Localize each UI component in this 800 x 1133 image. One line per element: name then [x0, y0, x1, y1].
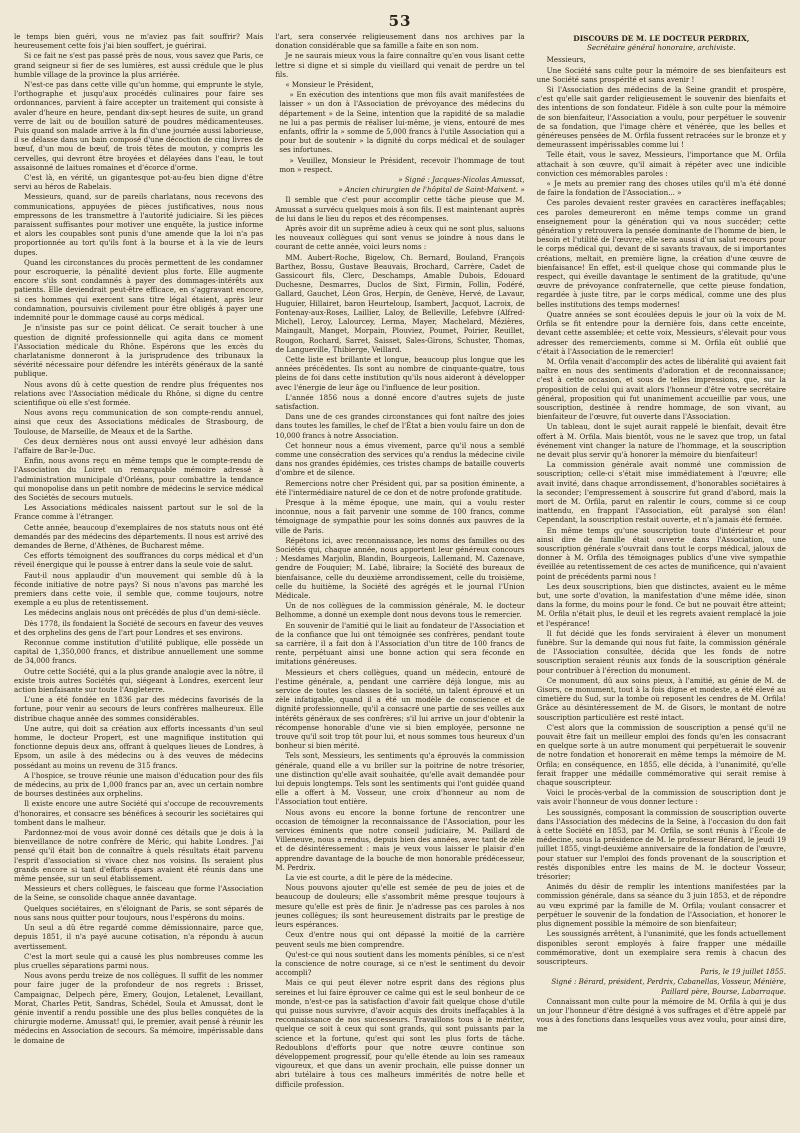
paragraph: Dès 1778, ils fondaient la Société de secours en faveur des veuves et des orphelins des gens de l'art pour Londres et ses environs.	[14, 618, 264, 637]
paragraph: Si ce fait ne s'est pas passé près de nous, vous savez que Paris, ce grand seigneur si fier de ses lumières, est aussi crédule que le plus humble village de la province la plus arriérée.	[14, 51, 264, 79]
paragraph: Un seul a dû être regardé comme démissionnaire, parce que, depuis 1851, il n'a payé aucune cotisation, n'a répondu à aucun avertissement.	[14, 923, 264, 951]
paragraph: Ces paroles devaient rester gravées en caractères ineffaçables; ces paroles demeureront en même temps comme un grand enseignement pour la génération qui va nous succéder; cette génération y retrouvera la pensée dominante de l'homme de bien, le besoin et l'utilité de l'œuvre; elle sera aussi d'un salut recours pour le corps médical qui, devant de si savants travaux, de si importantes créations, meltait, en première ligne, la création d'une œuvre de bienfaisance! En effet, est-il quelque chose qui commande plus le respect, qui éveille davantage le sentiment de la gratitude, qu'une œuvre de prévoyance confraternelle, que cette pieuse fondation, regardée à juste titre, par le corps médical, comme une des plus belles institutions des temps modernes!	[536, 198, 786, 309]
paragraph: Ces deux dernières nous ont aussi envoyé leur adhésion dans l'affaire de Bar-le-Duc.	[14, 436, 264, 455]
paragraph: N'est-ce pas dans cette ville qu'un homme, qui emprunte le style, l'orthographe et jusqu'aux procédés culinaires pour faire ses ordonnances, parvient à faire accepter un traitement qui consiste à avaler d'heure en heure, pendant dix-sept heures de suite, un grand verre de lait ou de bouillon saturé de poudres médicamenteuses. Puis quand son malade arrive à la fin d'une journée aussi laborieuse, il se délasse dans un bain composé d'une décoction de cinq livres de bœuf, d'un mou de bœuf, de trois têtes de mouton, y compris les cervelles, qui devront être broyées et délayées dans l'eau, le tout assaisonné de laitues romaines et d'écorce d'orme.	[14, 80, 264, 172]
paragraph: Après avoir dit un suprême adieu à ceux qui ne sont plus, saluons les nouveaux collègues qui sont venus se joindre à nous dans le courant de cette année, voici leurs noms :	[275, 224, 525, 252]
paragraph: Un de nos collègues de la commission générale, M. le docteur Belhomme, a donné un exemple dont nous devons tous le remercier.	[275, 601, 525, 620]
paragraph: Il existe encore une autre Société qui s'occupe de recouvrements d'honoraires, et consacre ses bénéfices à secourir les sociétaires qui tombent dans le malheur.	[14, 799, 264, 827]
paragraph: Quand les circonstances du procès permettent de les condamner pour escroquerie, la pénalité devient plus forte. Elle augmente encore s'ils sont condamnés à payer des dommages-intérêts aux patients. Elle deviendrait peut-être efficace, en s'aggravant encore, si ces hommes qui exercent sans titre légal étaient, après leur condamnation, poursuivis civilement pour être obligés à payer une indemnité pour le dommage causé au corps médical.	[14, 257, 264, 323]
paragraph: Nous avons eu encore la bonne fortune de rencontrer une occasion de témoigner la reconnaissance de l'Association, pour les services éminents que notre conseil judiciaire, M. Paillard de Villeneuve, nous a rendus, depuis bien des années, avec tant de zèle et de désintéressement : mais je veux vous laisser le plaisir d'en apprendre davantage de la bouche de mon honorable prédécesseur, M. Perdrix.	[275, 807, 525, 872]
paragraph: Enfin, nous avons reçu en même temps que le compte-rendu de l'Association du Loiret un remarquable mémoire adressé à l'administration municipale d'Orléans, pour combattre la tendance qui monopolise dans un petit nombre de médecins le service médical des Sociétés de secours mutuels.	[14, 456, 264, 502]
paragraph: « Je mets au premier rang des choses utiles qu'il m'a été donné de faire la fondation de l'Association... »	[536, 179, 786, 198]
paragraph: Les médecins anglais nous ont précédés de plus d'un demi-siècle.	[24, 608, 261, 618]
paragraph: Il semble que c'est pour accomplir cette tâche pieuse que M. Amussat a survécu quelques mois à son fils. Il est maintenant auprès de lui dans le lieu du repos et des récompenses.	[275, 195, 525, 223]
paragraph: Paris, le 19 juillet 1855.	[700, 967, 786, 977]
paragraph: Signé : Bérard, président, Perdrix, Cabanellas, Vosseur, Ménière, Paillard père, Bourse, Labarraque.	[551, 977, 786, 996]
paragraph: Messieurs et chers collègues, quand un médecin, entouré de l'estime générale, a, pendant une carrière déjà longue, mis au service de toutes les classes de la société, un talent éprouvé et un zèle infatigable, quand il a été un modèle de conscience et de dignité professionnelle, qu'il a consacré une partie de ses veilles aux intérêts généraux de ses confrères; s'il lui arrive un jour d'obtenir la récompense honorable d'une vie si bien employée, personne ne trouve qu'il soit trop tôt pour lui, et nous sommes tous heureux d'un bonheur si bien mérité.	[275, 667, 525, 751]
paragraph: Voici le procès-verbal de la commission de souscription dont je vais avoir l'honneur de vous donner lecture :	[536, 788, 786, 807]
columns	[14, 32, 786, 1122]
paragraph: » Signé : Jacques-Nicolas Amussat,	[398, 175, 525, 185]
paragraph: Nous avons dû à cette question de rendre plus fréquentes nos relations avec l'Association médicale du Rhône, si digne du centre scientifique où elle s'est formée.	[14, 379, 264, 407]
paragraph: Si l'Association des médecins de la Seine grandit et prospère, c'est qu'elle sait garder religieusement le souvenir des bienfaits et des intentions de son fondateur. Fidèle à son culte pour la mémoire de son bienfaiteur, l'Association a voulu, pour perpétuer le souvenir de sa fondation, que l'image chère et vénérée, que les belles et généreuses pensées de M. Orfila fussent retracées sur le bronze et y demeurassent impérissables comme lui !	[536, 85, 786, 150]
paragraph: La vie est courte, a dit le père de la médecine.	[285, 873, 453, 883]
paragraph: Une Société sans culte pour la mémoire de ses bienfaiteurs est une Société sans prospérité et sans avenir !	[536, 65, 786, 84]
column-1	[14, 32, 263, 1122]
paragraph: Nous avons reçu communication de son compte-rendu annuel, ainsi que ceux des Associations médicales de Strasbourg, de Toulouse, de Marseille, de Meaux et de la Sarthe.	[14, 408, 264, 436]
speech-heading: DISCOURS DE M. LE DOCTEUR PERDRIX,	[573, 34, 750, 43]
paragraph: C'est alors que la commission de souscription a pensé qu'il ne pouvait être fait un meilleur emploi des fonds qu'en les consacrant en quelque sorte à un autre monument qui perpétuerait le souvenir de notre fondation et honorerait en même temps la mémoire de M. Orfila; en conséquence, en 1855, elle décida, à l'unanimité, qu'elle ferait frapper une médaille commémorative qui serait remise à chaque souscripteur.	[536, 722, 786, 788]
page-number: 53	[388, 12, 412, 30]
paragraph: Quelques sociétaires, en s'éloignant de Paris, se sont séparés de nous sans nous quitter pour toujours, nous l'espérons du moins.	[14, 903, 264, 922]
paragraph: Telle était, vous le savez, Messieurs, l'importance que M. Orfila attachait à son œuvre, qu'il aimait à répéter avec une indicible conviction ces mémorables paroles :	[536, 150, 786, 178]
paragraph: Nous pouvons ajouter qu'elle est semée de peu de joies et de beaucoup de douleurs; elle s'assombrit même presque toujours à mesure qu'elle est près de finir. Je n'adresse pas ces paroles à nos jeunes collègues; ils sont heureusement distraits par le prestige de leurs espérances.	[275, 883, 525, 930]
paragraph: Une autre, qui doit sa création aux efforts incessants d'un seul homme, le docteur Propert, est une magnifique institution qui fonctionne depuis deux ans, offrant à quelques lieues de Londres, à Epsom, un asile à des médecins ou à des veuves de médecins possédant au moins un revenu de 315 francs.	[14, 723, 264, 770]
paragraph: Je ne saurais mieux vous la faire connaître qu'en vous lisant cette lettre si digne et si simple du vieillard qui venait de perdre un tel fils.	[275, 51, 525, 79]
column-3-body	[537, 55, 786, 1033]
paragraph: Quatre années se sont écoulées depuis le jour où la voix de M. Orfila se fit entendre pour la dernière fois, dans cette enceinte, devant cette assemblée; et cette voix, Messieurs, s'élevait pour vous adresser des remerciements, comme si M. Orfila eût oublié que c'était à l'Association de le remercier!	[536, 309, 786, 356]
paragraph: L'une a été fondée en 1836 par des médecins favorisés de la fortune, pour venir au secours de leurs confrères malheureux. Elle distribue chaque année des sommes considérables.	[14, 695, 264, 723]
column-3	[537, 32, 786, 1122]
paragraph: L'année 1856 nous a donné encore d'autres sujets de juste satisfaction.	[275, 392, 525, 411]
paragraph: Mais ce qui peut élever notre esprit dans des régions plus sereines et lui faire éprouver ce calme qui est le seul bonheur de ce monde, n'est-ce pas la satisfaction d'avoir fait quelque chose d'utile qui puisse nous survivre, d'avoir acquis des droits ineffaçables à la reconnaissance de nos successeurs. Travaillons tous à le mériter, quelque ce soit à ceux qui sont grands, qui sont puissants par la science et la fortune, qu'est qui sont les plus forts de tâche. Redoublons d'efforts pour que notre œuvre continue son développement progressif, pour qu'elle étende au loin ses rameaux vigoureux, et que dans un avenir prochain, elle puisse donner un abri tutélaire à tous ces malheurs immérités de notre belle et difficile profession.	[275, 978, 525, 1089]
paragraph: Cet honneur nous a émus vivement, parce qu'il nous a semblé comme une consécration des services qu'a rendus la médecine civile dans nos grandes épidémies, ces tristes champs de bataille couverts d'ombre et de silence.	[275, 440, 525, 478]
paragraph: Animés du désir de remplir les intentions manifestées par la commission générale, dans sa séance du 3 juin 1853, et de répondre au vœu exprimé par la famille de M. Orfila; voulant consacrer et perpétuer le souvenir de la fondation de l'Association, et honorer le plus dignement possible la mémoire de son bienfaiteur;	[536, 882, 786, 929]
paragraph: Outre cette Société, qui a la plus grande analogie avec la nôtre, il existe trois autres Sociétés qui, siégeant à Londres, exercent leur action bienfaisante sur toute l'Angleterre.	[14, 666, 264, 695]
paragraph: Ces efforts témoignent des souffrances du corps médical et d'un réveil énergique qui le pousse à entrer dans la seule voie de salut.	[14, 551, 264, 570]
paragraph: A l'hospice, se trouve réunie une maison d'éducation pour des fils de médecins, au prix de 1,000 francs par an, avec un certain nombre de bourses destinées aux orphelins.	[14, 770, 264, 799]
paragraph: Messieurs et chers collègues, le faisceau que forme l'Association de la Seine, se consolide chaque année davantage.	[14, 884, 264, 903]
paragraph: Ce monument, dû aux soins pieux, à l'amitié, au génie de M. de Gisors, ce monument, tout à la fois digne et modeste, a été élevé au cimetière du Sud, sur la tombe où reposent les cendres de M. Orfila! Grâce au désintéressement de M. de Gisors, le montant de notre souscription particulière est resté intact.	[536, 675, 786, 722]
paragraph: » Veuillez, Monsieur le Président, recevoir l'hommage de tout mon » respect.	[279, 155, 525, 174]
paragraph: Cette liste est brillante et longue, beaucoup plus longue que les années précédentes. Ils sont au nombre de cinquante-quatre, tous pleins de foi dans cette institution qu'ils nous aideront à développer avec l'énergie de leur âge ou l'influence de leur position.	[275, 354, 525, 392]
paragraph: Remercions notre cher Président qui, par sa position éminente, a été l'intermédiaire naturel de ce don et de notre profonde gratitude.	[275, 478, 525, 497]
paragraph: « Monsieur le Président,	[285, 80, 374, 90]
paragraph: Cette année, beaucoup d'exemplaires de nos statuts nous ont été demandés par des médecins des départements. Il nous est arrivé des demandes de Berne, d'Athènes, de Bucharest même.	[14, 522, 264, 550]
paragraph: Nous avons perdu treize de nos collègues. Il suffit de les nommer pour faire juger de la profondeur de nos regrets : Brisset, Campaignac, Delpech père, Emery, Goujon, Letalenet, Levaillant, Morat, Charles Petit, Sandras, Schédel, Soula et Amussat, dont le génie inventif a rendu possible une des plus belles conquêtes de la chirurgie moderne. Amussat! qui, le premier, avait pensé à réunir les médecins en Association de secours. Sa mémoire, impérissable dans le domaine de	[14, 971, 264, 1045]
paragraph: En même temps qu'une souscription toute d'intérieur et pour ainsi dire de famille était ouverte dans l'Association, une souscription générale s'ouvrait dans tout le corps médical, jaloux de donner à M. Orfila des témoignages publics d'une vive sympathie éveillée au retentissement de ces actes de munificence, qui n'avaient point de précédents parmi nous !	[536, 525, 786, 581]
paragraph: M. Orfila venait d'accomplir des actes de libéralité qui avaient fait naître en nous des sentiments d'adoration et de reconnaissance; c'est à cette occasion, et sous de telles impressions, que, sur la proposition de celui qui avait alors l'honneur d'être votre secrétaire général, proposition qui fut unanimement accueillie par vous, une souscription, destinée à rendre hommage, de son vivant, au bienfaiteur de l'œuvre, fut ouverte dans l'Association.	[536, 356, 786, 422]
paragraph: Qu'est-ce qui nous soutient dans les moments pénibles, si ce n'est la conscience de notre courage, si ce n'est le sentiment du devoir accompli?	[275, 949, 525, 978]
paragraph: Les deux souscriptions, bien que distinctes, avaient eu le même but, une sorte d'ovation, la manifestation d'une même idée, sinon dans la forme, du moins pour le fond. Ce but ne pouvait être atteint; M. Orfila n'était plus, le deuil et les regrets avaient remplacé la joie et l'espérance!	[536, 581, 786, 628]
paragraph: Un tableau, dont le sujet aurait rappelé le bienfait, devait être offert à M. Orfila. Mais bientôt, vous ne le savez que trop, un fatal événement vint changer la nature de l'hommage, et la souscription ne devait plus servir qu'à honorer la mémoire du bienfaiteur!	[536, 422, 786, 459]
paragraph: Tels sont, Messieurs, les sentiments qu'a éprouvés la commission générale, quand elle a vu briller sur la poitrine de notre trésorier, une distinction qu'elle avait souhaitée, qu'elle avait demandée pour lui depuis longtemps. Tels sont les sentiments qui l'ont guidée quand elle a offert à M. Vosseur, une croix d'honneur au nom de l'Association tout entière.	[275, 751, 525, 807]
paragraph: Presque à la même époque, une main, qui a voulu rester inconnue, nous a fait parvenir une somme de 100 francs, comme témoignage de sympathie pour les soins donnés aux pauvres de la ville de Paris.	[275, 497, 525, 535]
paragraph: Pardonnez-moi de vous avoir donné ces détails que je dois à la bienveillance de notre confrère de Méric, qui habite Londres. J'ai pensé qu'il était bon de connaître à quels résultats était parvenu l'esprit d'association si vivace chez nos voisins. Ils seraient plus grands encore si tant d'efforts épars avaient été réunis dans une même pensée, sur un seul établissement.	[14, 828, 264, 884]
paragraph: Ceux d'entre nous qui ont dépassé la moitié de la carrière peuvent seuls me bien comprendre.	[275, 930, 525, 949]
paragraph: Il fut décidé que les fonds serviraient à élever un monument funèbre. Sur la demande qui nous fut faite, la commission générale de l'Association consultée, décida que les fonds de notre souscription seraient réunis aux fonds de la souscription générale pour contribuer à l'érection du monument.	[536, 628, 786, 675]
paragraph: » Ancien chirurgien de l'hôpital de Saint-Maixent. »	[338, 185, 525, 195]
paragraph: Messieurs, quand, sur de pareils charlatans, nous recevons des communications, appuyées de pièces justificatives, nous nous empressons de les transmettre à l'autorité judiciaire. Si les pièces paraissent suffisantes pour motiver une enquête, la justice informe et alors les coupables sont punis d'une amende que la loi n'a pas proportionnée au tort qu'ils font à la bourse et à la vie de leurs dupes.	[14, 192, 264, 257]
paragraph: Les soussignés, composant la commission de souscription ouverte dans l'Association des médecins de la Seine, à l'occasion du don fait à cette Société en 1853, par M. Orfila, se sont réunis à l'École de médecine, sous la présidence de M. le professeur Bérard, le jeudi 19 juillet 1855, vingt-deuxième anniversaire de la fondation de l'œuvre, pour statuer sur l'emploi des fonds provenant de la souscription et restés disponibles entre les mains de M. le docteur Vosseur, trésorier;	[536, 807, 786, 882]
paragraph: Connaissant mon culte pour la mémoire de M. Orfila à qui je dus un jour l'honneur d'être désigné à vos suffrages et d'être appelé par vous à des fonctions dans lesquelles vous avez voulu, pour ainsi dire, me	[536, 996, 786, 1034]
paragraph: Messieurs,	[546, 55, 586, 65]
paragraph: En souvenir de l'amitié qui le liait au fondateur de l'Association et de la confiance que lui ont témoignée ses confrères, pendant toute sa carrière, il a fait don à l'Association d'un titre de 100 francs de rente, perpétuant ainsi une bonne action qui sera féconde en imitations généreuses.	[275, 620, 525, 667]
paragraph: C'est la mort seule qui a causé les plus nombreuses comme les plus cruelles séparations parmi nous.	[14, 951, 264, 970]
paragraph: Dans une de ces grandes circonstances qui font naître des joies dans toutes les familles, le chef de l'État a bien voulu faire un don de 10,000 francs à notre Association.	[275, 412, 525, 440]
column-2	[275, 32, 524, 1122]
paragraph: Les soussignés arrêtent, à l'unanimité, que les fonds actuellement disponibles seront employés à faire frapper une médaille commémorative, dont un exemplaire sera remis à chacun des souscripteurs.	[536, 929, 786, 966]
paragraph: l'art, sera conservée religieusement dans nos archives par la donation considérable que sa famille a faite en son nom.	[275, 32, 525, 51]
paragraph: C'est là, en vérité, un gigantesque pot-au-feu bien digne d'être servi au héros de Rabelais.	[14, 173, 264, 192]
paragraph: Faut-il nous applaudir d'un mouvement qui semble dû à la féconde initiative de notre pays? Si nous n'avons pas marché les premiers dans cette voie, il semble que, comme toujours, notre exemple a eu plus de retentissement.	[14, 570, 264, 608]
paragraph: le temps bien guéri, vous ne m'aviez pas fait souffrir? Mais heureusement cette fois j'ai bien souffert, je guérirai.	[14, 32, 264, 51]
paragraph: Répétons ici, avec reconnaissance, les noms des familles ou des Sociétés qui, chaque année, nous apportent leur généreux concours : Mesdames Marjolin, Blandin, Bourgeois, Lallemand, M. Cazenave, gendre de Fouquier; M. Labé, libraire; la Société des bureaux de bienfaisance, celle du deuxième arrondissement, celle du troisième, celle du huitième, la Société des agrégés et le journal l'Union Médicale.	[275, 535, 525, 600]
paragraph: La commission générale avait nommé une commission de souscription; celle-ci s'était mise immédiatement à l'œuvre; elle avait invité, dans chaque arrondissement, d'honorables sociétaires à la seconder; l'empressement à souscrire fut grand d'abord, mais la mort de M. Orfila, parut en ralentir le cours, comme si ce coup inattendu, en frappant l'Association, eût paralysé son élan! Cependant, la souscription restait ouverte, et n'a jamais été fermée.	[536, 460, 786, 525]
paragraph: Reconnue comme institution d'utilité publique, elle possède un capital de 1,350,000 francs, et distribue annuellement une somme de 34,000 francs.	[14, 638, 264, 666]
paragraph: Les Associations médicales naissent partout sur le sol de la France comme à l'étranger.	[14, 503, 264, 522]
paragraph: Je n'insiste pas sur ce point délicat. Ce serait toucher à une question de dignité professionnelle qui agita dans ce moment l'Association médicale du Rhône. Espérons que les excès du charlatanisme donneront à la jurisprudence des tribunaux la sévérité nécessaire pour défendre les intérêts généraux de la santé publique.	[14, 323, 264, 379]
paragraph: » En exécution des intentions que mon fils avait manifestées de laisser » un don à l'Association de prévoyance des médecins du département » de la Seine, intention que la rapidité de sa maladie ne lui a pas permis de réaliser lui-même, je viens, entouré de mes enfants, offrir la » somme de 5,000 francs à l'utile Association qui a pour but de soutenir » la dignité du corps médical et de soulager ses infortunes.	[279, 90, 525, 155]
speech-subheading: Secrétaire général honoraire, archiviste.	[586, 43, 736, 53]
paragraph: MM. Aubert-Roche, Bigelow, Ch. Bernard, Bouland, François Barthez, Bossu, Gustave Beauvais, Brochard, Carrère, Cadet de Gassicourt fils, Clerc, Deschamps, Amable Dubois, Edouard Duchesne, Desmarres, Duclos de Sixt, Firmin, Follin, Fodéré, Gallard, Gauchet, Léon Gros, Herpin, de Genève, Hervé, de Lavaur, Huguier, Hillairet, baron Heurteloup, Isambert, Jacquot, Lacroix, de Fontenay-aux-Roses, Laillier, Laloy, de Belleville, Lefebvre (Alfred-Michel), Leroy, Lalourcey, Lerma, Mayer, Machelard, Mézières, Maingault, Manget, Morpain, Plouviez, Poumet, Poirier, Reuillet, Rougon, Rochard, Sarret, Saisset, Sales-Girons, Schuster, Thomas, de Langueville, Thibierge, Veillard.	[275, 252, 525, 354]
